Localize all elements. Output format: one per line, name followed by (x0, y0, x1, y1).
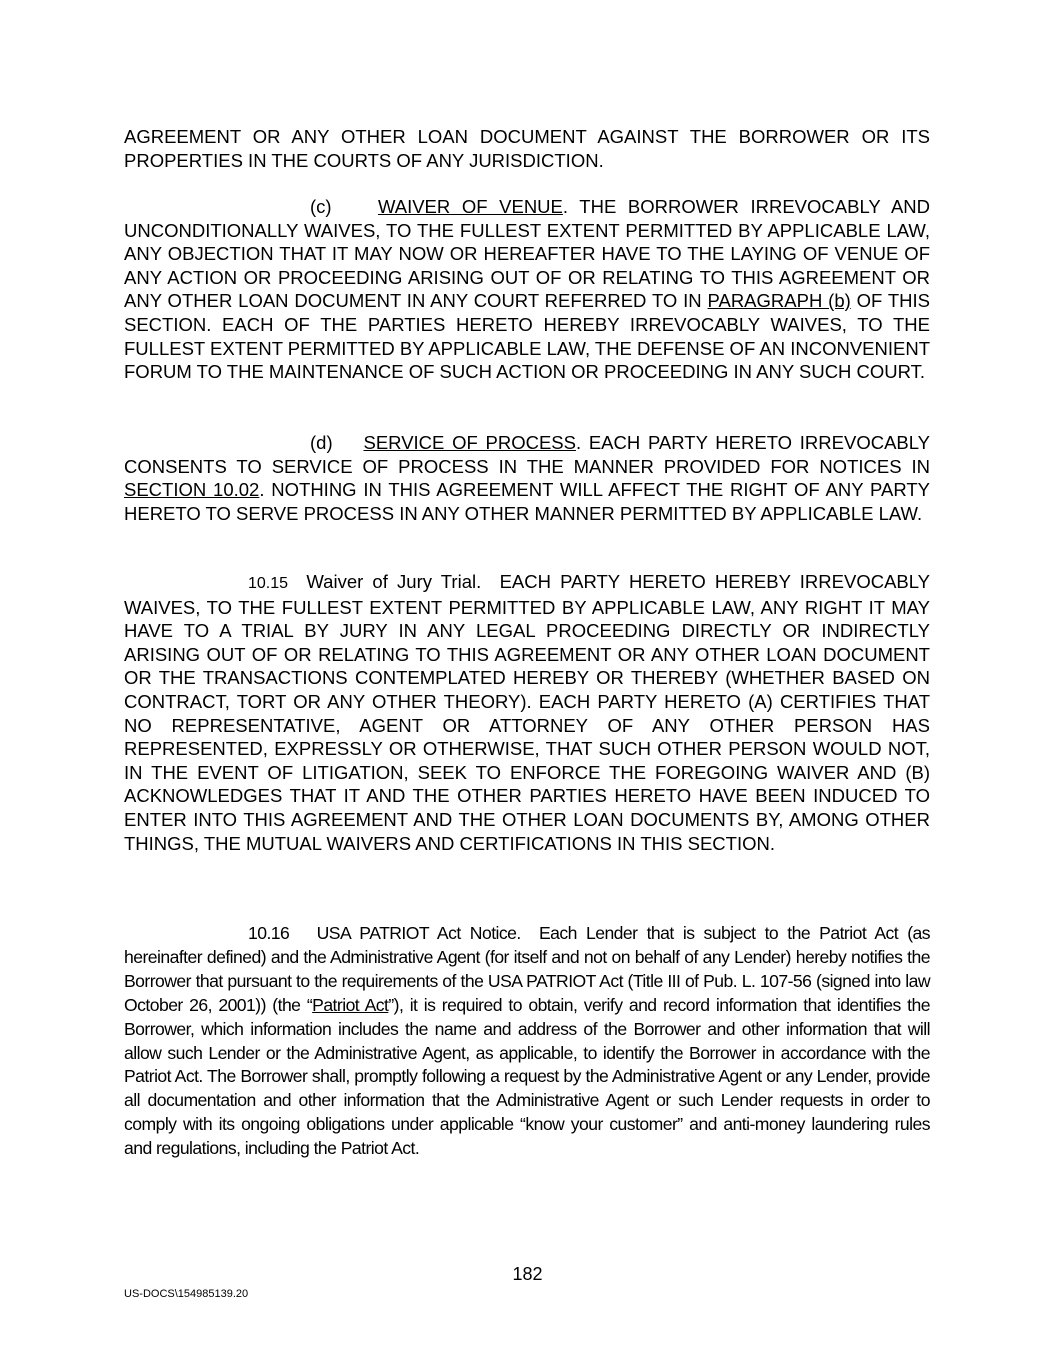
section-10-15-paragraph (124, 570, 930, 855)
section-10-16-number: 10.16 (248, 923, 290, 943)
continuation-paragraph (124, 125, 930, 172)
document-id: US-DOCS\154985139.20 (124, 1288, 249, 1300)
waiver-of-venue-paragraph (124, 195, 930, 384)
section-10-16-text-b: ”), it is required to obtain, verify and record information that identifies the Borrower, which information includes the name and address of the Borrower and other information that will allow such Lender or the Administrative Agent, as applicable, to identify the Borrower in accordance with the Patriot Act. The Borrower shall, promptly following a request by the Administrative Agent or any Lender, provide all documentation and other information that the Administrative Agent or such Lender requests in order to comply with its ongoing obligations under applicable “know your customer” and anti-money laundering rules and regulations, including the Patriot Act. (124, 994, 930, 1159)
continuation-text: AGREEMENT OR ANY OTHER LOAN DOCUMENT AGAINST THE BORROWER OR ITS PROPERTIES IN THE COURTS OF ANY JURISDICTION. (124, 126, 930, 171)
clause-c-marker: (c) (310, 196, 332, 217)
clause-d-marker: (d) (310, 432, 333, 453)
section-10-15-number: 10.15 (248, 575, 289, 592)
section-10-16-title: USA PATRIOT Act Notice. (316, 923, 521, 943)
service-of-process-paragraph (124, 431, 930, 525)
waiver-of-venue-heading: WAIVER OF VENUE (377, 196, 563, 217)
paragraph-b-reference: PARAGRAPH (b) (707, 290, 851, 312)
patriot-act-defined-term: Patriot Act (312, 994, 389, 1015)
section-10-15-title: Waiver of Jury Trial. (306, 571, 482, 592)
service-of-process-text-b: . NOTHING IN THIS AGREEMENT WILL AFFECT THE RIGHT OF ANY PARTY HERETO TO SERVE PROCESS IN ANY OTHER MANNER PERMITTED BY APPLICABLE LAW. (124, 479, 930, 524)
section-10-16-paragraph (124, 922, 930, 1161)
section-10-02-reference: SECTION 10.02 (124, 479, 260, 501)
section-10-15-text: EACH PARTY HERETO HEREBY IRREVOCABLY WAIVES, TO THE FULLEST EXTENT PERMITTED BY APPLICABLE LAW, ANY RIGHT IT MAY HAVE TO A TRIAL BY JURY IN ANY LEGAL PROCEEDING DIRECTLY OR INDIRECTLY ARISING OUT OF OR RELATING TO THIS AGREEMENT OR ANY OTHER LOAN DOCUMENT OR THE TRANSACTIONS CONTEMPLATED HEREBY OR THEREBY (WHETHER BASED ON CONTRACT, TORT OR ANY OTHER THEORY). EACH PARTY HERETO (A) CERTIFIES THAT NO REPRESENTATIVE, AGENT OR ATTORNEY OF ANY OTHER PERSON HAS REPRESENTED, EXPRESSLY OR OTHERWISE, THAT SUCH OTHER PERSON WOULD NOT, IN THE EVENT OF LITIGATION, SEEK TO ENFORCE THE FOREGOING WAIVER AND (B) ACKNOWLEDGES THAT IT AND THE OTHER PARTIES HERETO HAVE BEEN INDUCED TO ENTER INTO THIS AGREEMENT AND THE OTHER LOAN DOCUMENTS BY, AMONG OTHER THINGS, THE MUTUAL WAIVERS AND CERTIFICATIONS IN THIS SECTION. (124, 571, 931, 854)
page-number: 182 (512, 1264, 543, 1284)
waiver-of-venue-text-b: OF THIS SECTION. EACH OF THE PARTIES HERETO HEREBY IRREVOCABLY WAIVES, TO THE FULLEST EXTENT PERMITTED BY APPLICABLE LAW, THE DEFENSE OF AN INCONVENIENT FORUM TO THE MAINTENANCE OF SUCH ACTION OR PROCEEDING IN ANY SUCH COURT. (124, 290, 930, 383)
waiver-of-venue-text-a: . THE BORROWER IRREVOCABLY AND UNCONDITIONALLY WAIVES, TO THE FULLEST EXTENT PERMITTED BY APPLICABLE LAW, ANY OBJECTION THAT IT MAY NOW OR HEREAFTER HAVE TO THE LAYING OF VENUE OF ANY ACTION OR PROCEEDING ARISING OUT OF OR RELATING TO THIS AGREEMENT OR ANY OTHER LOAN DOCUMENT IN ANY COURT REFERRED TO IN (124, 196, 931, 312)
section-10-16-text-a: Each Lender that is subject to the Patriot Act (as hereinafter defined) and the Administrative Agent (for itself and not on behalf of any Lender) hereby notifies the Borrower that pursuant to the requirements of the USA PATRIOT Act (Title III of Pub. L. 107-56 (signed into law October 26, 2001)) (the “ (124, 923, 930, 1015)
service-of-process-text-a: . EACH PARTY HERETO IRREVOCABLY CONSENTS TO SERVICE OF PROCESS IN THE MANNER PROVIDED FOR NOTICES IN (124, 432, 931, 477)
service-of-process-heading: SERVICE OF PROCESS (363, 432, 576, 453)
